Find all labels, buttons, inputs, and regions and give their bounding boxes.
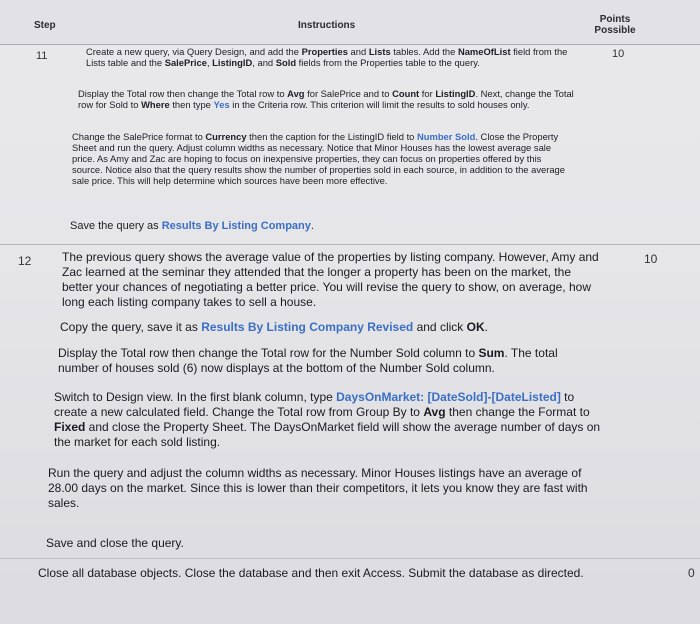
table-header <box>0 0 700 45</box>
step-12-paragraph-4: Switch to Design view. In the first blank column, type DaysOnMarket: [DateSold]-[DateListed] to create a new calculated field. Change the Total row from Group By to Avg then change the Format to Fixed and close the Property Sheet. The DaysOnMarket field will show the average number of days on the market for each sold listing. <box>54 390 601 449</box>
step-11-paragraph-2: Display the Total row then change the Total row to Avg for SalePrice and to Count for ListingID. Next, change the Total row for Sold to Where then type Yes in the Criteria row. This criterion will limit the results to sold houses only. <box>78 88 574 110</box>
step-12-points: 10 <box>644 252 658 266</box>
step-12-paragraph-6: Save and close the query. <box>46 536 184 550</box>
column-header-instructions: Instructions <box>298 20 356 31</box>
step-12-paragraph-2: Copy the query, save it as Results By Listing Company Revised and click OK. <box>60 320 488 334</box>
step-13-points: 0 <box>688 566 695 580</box>
step-12-number: 12 <box>18 254 32 268</box>
step-11-points: 10 <box>612 48 625 60</box>
step-12-paragraph-5: Run the query and adjust the column widths as necessary. Minor Houses listings have an average of 28.00 days on the market. Since this is lower than their competitors, it lets you know they are fast with sales. <box>48 466 588 510</box>
row-divider <box>0 244 700 245</box>
step-12-paragraph-3: Display the Total row then change the Total row for the Number Sold column to Sum. The total number of houses sold (6) now displays at the bottom of the Number Sold column. <box>58 346 558 375</box>
step-13-paragraph-1: Close all database objects. Close the database and then exit Access. Submit the database as directed. <box>38 566 584 580</box>
step-11-paragraph-4: Save the query as Results By Listing Company. <box>70 220 314 232</box>
step-11-number: 11 <box>36 50 48 62</box>
step-12-paragraph-1: The previous query shows the average value of the properties by listing company. However, Amy and Zac learned at the seminar they attended that the longer a property has been on the market, the better your chances of negotiating a better price. You will revise the query to show, on average, how long each listing company takes to sell a house. <box>62 250 599 309</box>
step-11-paragraph-3: Change the SalePrice format to Currency then the caption for the ListingID field to Number Sold. Close the Property Sheet and run the query. Adjust column widths as necessary. Notice that Minor Houses has the lowest average sale price. As Amy and Zac are hoping to focus on inexpensive properties, they can focus on properties offered by this source. Notice also that the query results show the number of properties sold in each source, in addition to the average sale price. This will help determine which sources have been more effective. <box>72 131 565 186</box>
column-header-step: Step <box>34 20 56 31</box>
row-divider <box>0 558 700 559</box>
column-header-points <box>580 14 650 36</box>
step-11-paragraph-1: Create a new query, via Query Design, and add the Properties and Lists tables. Add the NameOfList field from the Lists table and the SalePrice, ListingID, and Sold fields from the Properties table to the query. <box>86 46 568 68</box>
points-label-line2: Possible <box>594 25 636 36</box>
points-label-line1: Points <box>599 14 631 25</box>
